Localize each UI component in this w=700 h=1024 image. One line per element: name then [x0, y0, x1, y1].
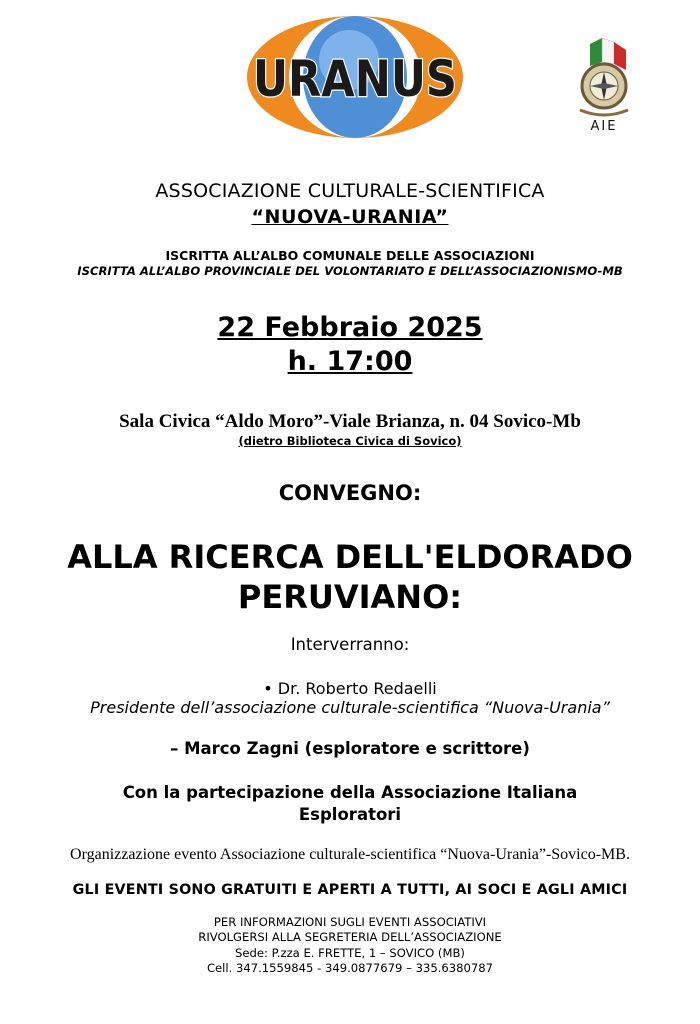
- registration-provincial: ISCRITTA ALL’ALBO PROVINCIALE DEL VOLONTARIATO E DELL’ASSOCIAZIONISMO-MB: [77, 264, 623, 278]
- speaker-1: • Dr. Roberto Redaelli: [263, 679, 437, 698]
- speaker-2: – Marco Zagni (esploratore e scrittore): [170, 739, 530, 758]
- aie-badge: [572, 36, 636, 134]
- info-line-2: RIVOLGERSI ALLA SEGRETERIA DELL’ASSOCIAZIONE: [198, 930, 502, 944]
- event-date: 22 Febbraio 2025: [217, 312, 483, 343]
- aie-text: AIE: [590, 119, 618, 134]
- flag-white-icon: [602, 38, 614, 64]
- info-line-1: PER INFORMAZIONI SUGLI EVENTI ASSOCIATIVI: [213, 915, 487, 929]
- info-address: Sede: P.zza E. FRETTE, 1 – SOVICO (MB): [235, 946, 465, 960]
- logo-text: URANUS: [253, 50, 457, 108]
- speaker-1-role: Presidente dell’associazione culturale-scientifica “Nuova-Urania”: [90, 698, 610, 717]
- free-events-notice: GLI EVENTI SONO GRATUITI E APERTI A TUTTI, AI SOCI E AGLI AMICI: [72, 882, 628, 898]
- rope-icon: [580, 110, 628, 115]
- event-time: h. 17:00: [287, 346, 413, 377]
- participation-line2: Esploratori: [298, 805, 402, 824]
- association-title: “NUOVA-URANIA”: [251, 206, 449, 228]
- info-phone: Cell. 347.1559845 - 349.0877679 – 335.6380787: [206, 961, 494, 975]
- registration-municipal: ISCRITTA ALL’ALBO COMUNALE DELLE ASSOCIAZIONI: [165, 248, 535, 263]
- organization-note: Organizzazione evento Associazione culturale-scientifica “Nuova-Urania”-Sovico-MB.: [70, 846, 630, 863]
- event-title-line1: ALLA RICERCA DELL'ELDORADO: [67, 538, 633, 576]
- venue-note: (dietro Biblioteca Civica di Sovico): [238, 434, 462, 448]
- speakers-intro: Interverranno:: [290, 635, 410, 654]
- event-type: CONVEGNO:: [278, 481, 422, 505]
- event-title-line2: PERUVIANO:: [237, 578, 463, 616]
- association-name: ASSOCIAZIONE CULTURALE-SCIENTIFICA: [155, 180, 545, 202]
- participation-line1: Con la partecipazione della Associazione Italiana: [122, 783, 578, 802]
- uranus-logo: [245, 14, 465, 140]
- event-venue: Sala Civica “Aldo Moro”-Viale Brianza, n. 04 Sovico-Mb: [119, 411, 581, 432]
- flag-green-icon: [590, 38, 602, 66]
